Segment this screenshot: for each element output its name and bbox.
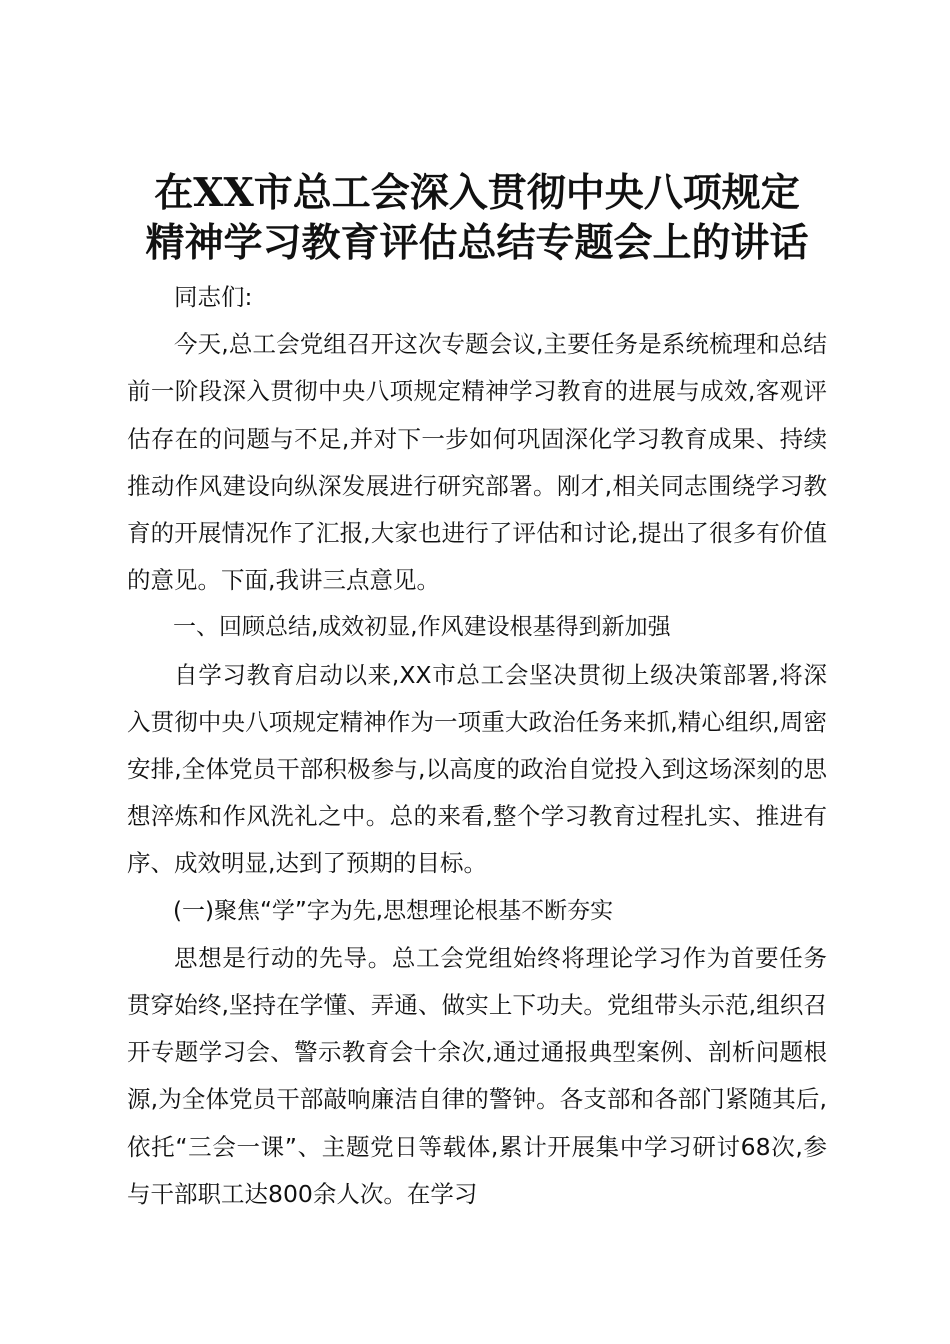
document-page	[127, 168, 827, 1218]
section-1-heading: 一、回顾总结,成效初显,作风建设根基得到新加强	[173, 614, 671, 641]
document-title	[127, 168, 827, 268]
subsection-1-heading: (一)聚焦“学”字为先,思想理论根基不断夯实	[173, 897, 614, 924]
intro-paragraph: 今天,总工会党组召开这次专题会议,主要任务是系统梳理和总结前一阶段深入贯彻中央八项规定精神学习教育的进展与成效,客观评估存在的问题与不足,并对下一步如何巩固深化学习教育成果、持续推动作风建设向纵深发展进行研究部署。刚才,相关同志围绕学习教育的开展情况作了汇报,大家也进行了评估和讨论,提出了很多有价值的意见。下面,我讲三点意见。	[127, 330, 827, 595]
title-line-2: 精神学习教育评估总结专题会上的讲话	[145, 220, 809, 266]
subsection-1-paragraph: 思想是行动的先导。总工会党组始终将理论学习作为首要任务贯穿始终,坚持在学懂、弄通、做实上下功夫。党组带头示范,组织召开专题学习会、警示教育会十余次,通过通报典型案例、剖析问题根源,为全体党员干部敲响廉洁自律的警钟。各支部和各部门紧随其后,依托“三会一课”、主题党日等载体,累计开展集中学习研讨68次,参与干部职工达800余人次。在学习	[127, 943, 827, 1208]
title-line-1: 在XX市总工会深入贯彻中央八项规定	[154, 170, 800, 216]
section-1-paragraph: 自学习教育启动以来,XX市总工会坚决贯彻上级决策部署,将深入贯彻中央八项规定精神作为一项重大政治任务来抓,精心组织,周密安排,全体党员干部积极参与,以高度的政治自觉投入到这场深刻的思想淬炼和作风洗礼之中。总的来看,整个学习教育过程扎实、推进有序、成效明显,达到了预期的目标。	[127, 660, 827, 878]
greeting: 同志们:	[174, 283, 253, 311]
